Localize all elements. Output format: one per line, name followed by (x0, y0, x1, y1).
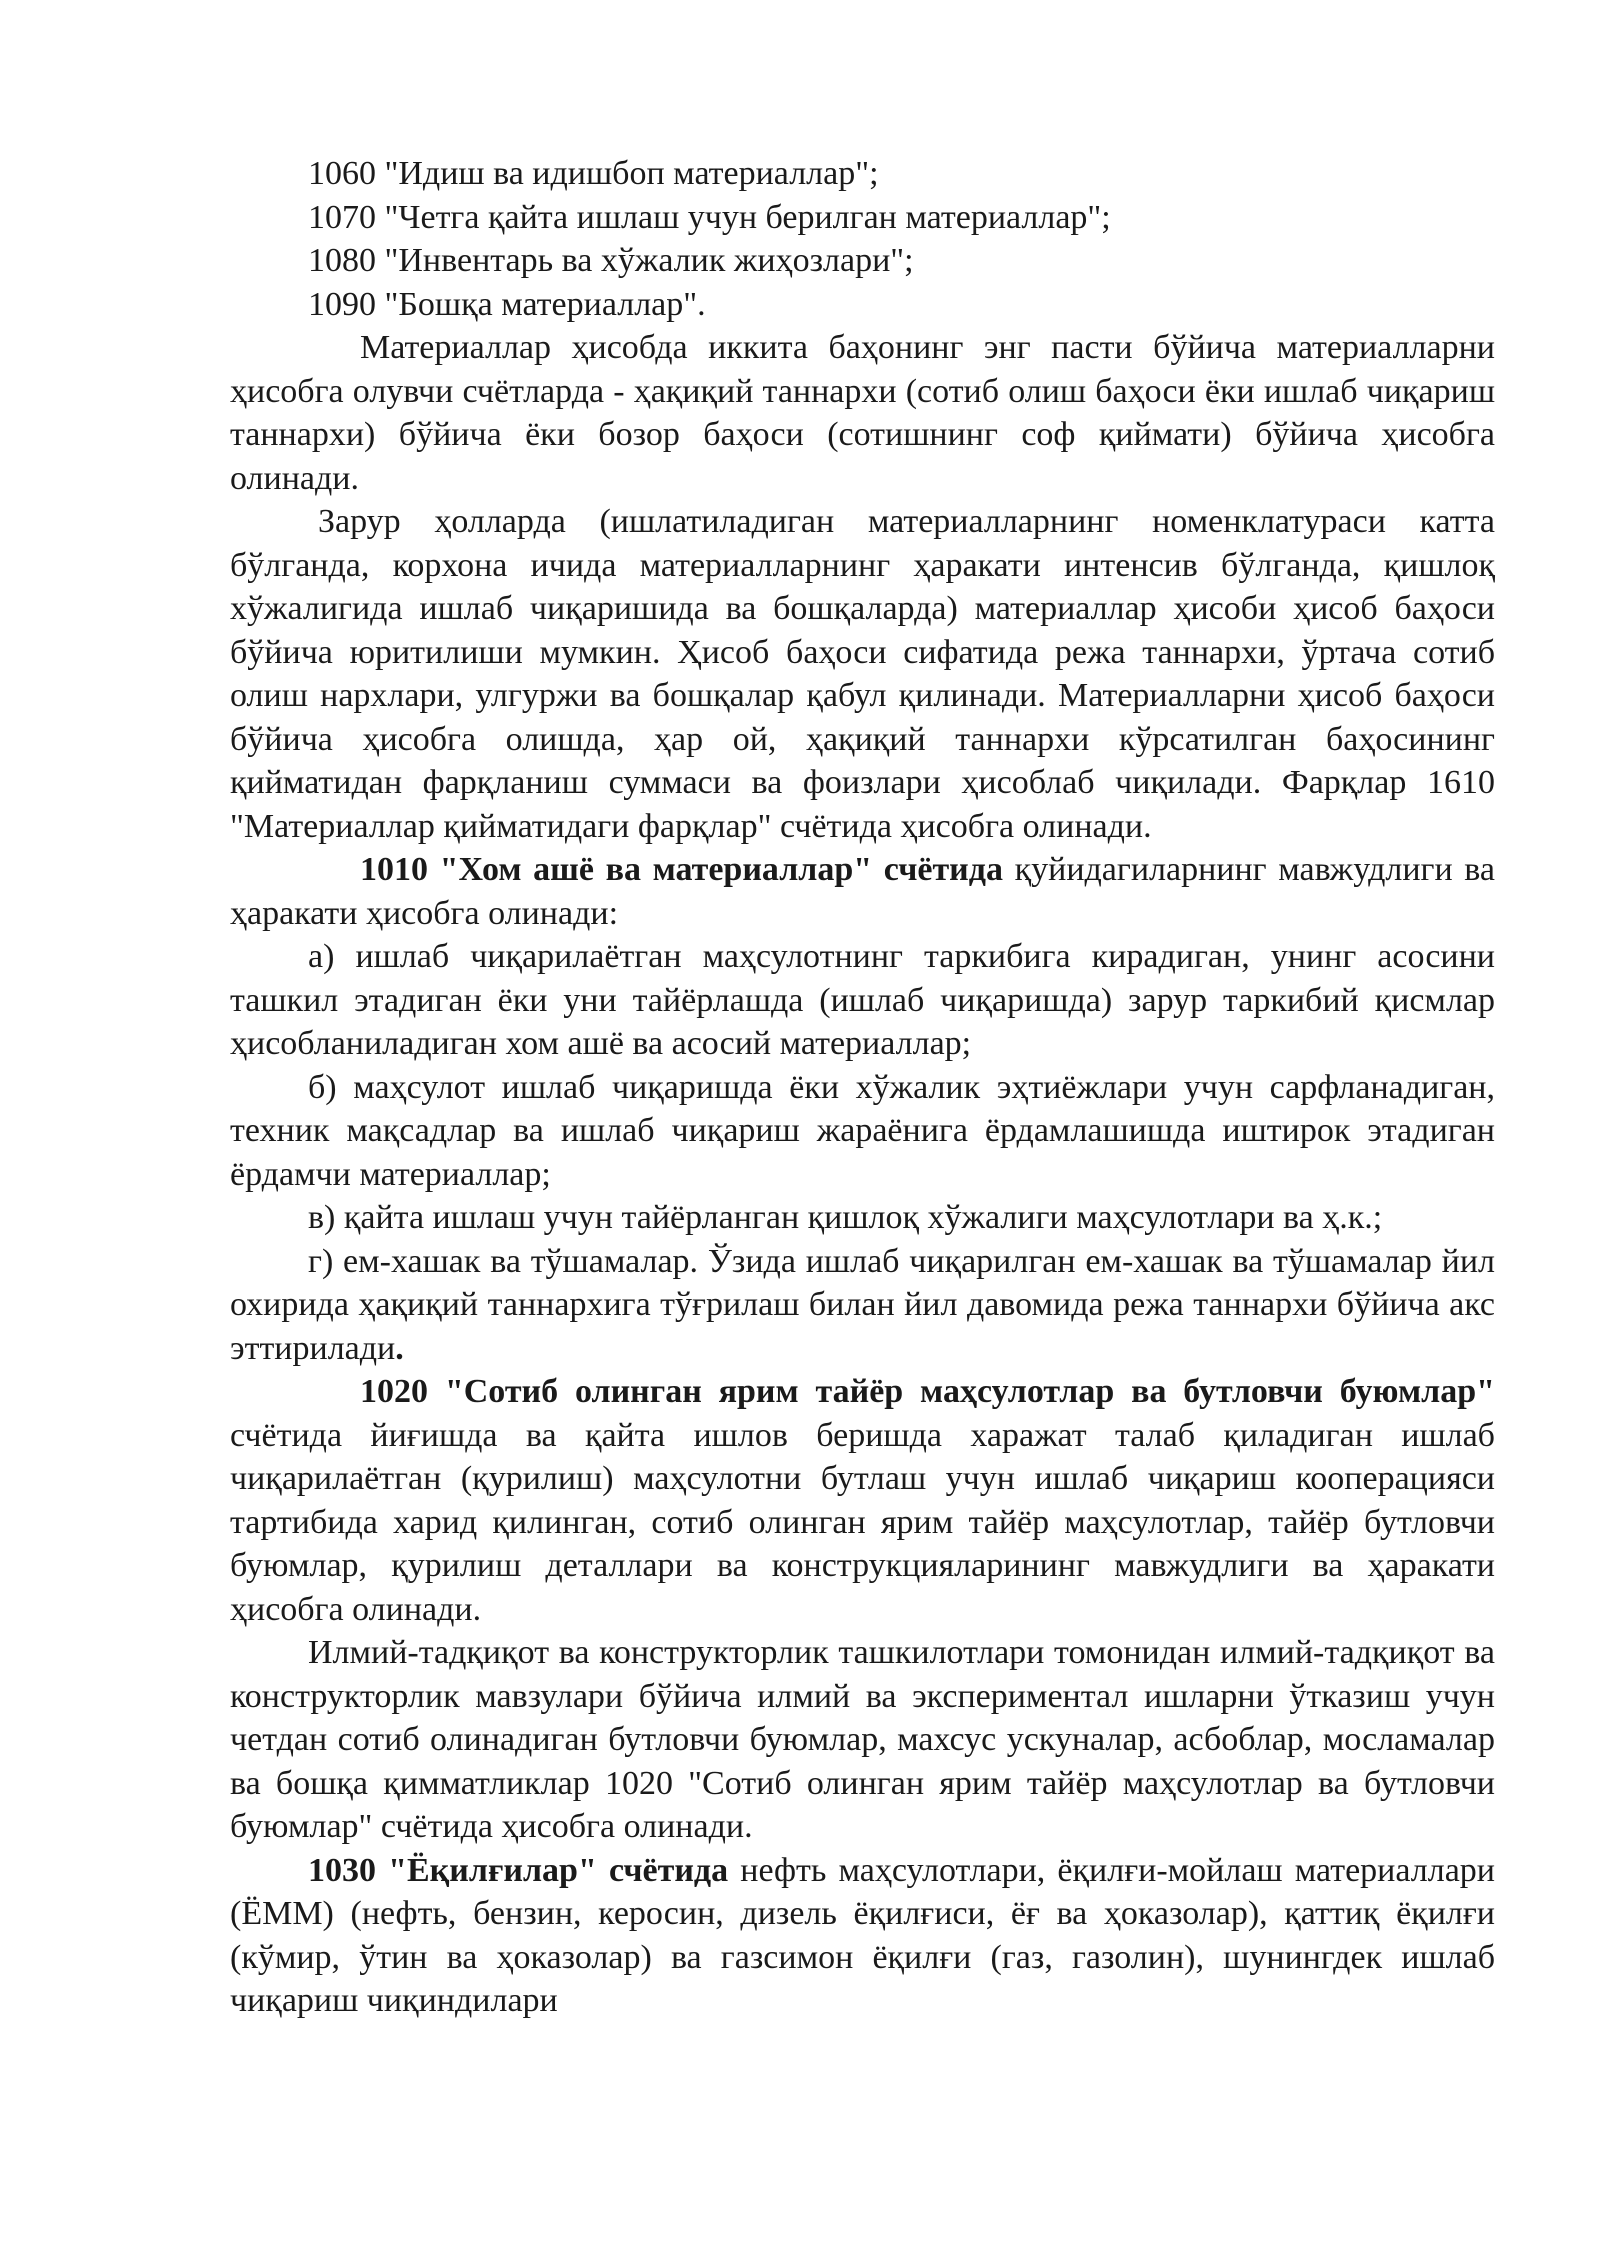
document-page (230, 152, 1495, 2023)
paragraph-research: Илмий-тадқиқот ва конструкторлик ташкилотлари томонидан илмий-тадқиқот ва конструкторлик мавзулари бўйича илмий ва экспериментал ишларни ўтказиш учун четдан сотиб олинадиган бутловчи буюмлар, махсус ускуналар, асбоблар, мосламалар ва бошқа қимматликлар 1020 "Сотиб олинган ярим тайёр маҳсулотлар ва бутловчи буюмлар" счётида ҳисобга олинади. (230, 1634, 1495, 1845)
list-item-a: а) ишлаб чиқарилаётган маҳсулотнинг таркибига кирадиган, унинг асосини ташкил этадиган ёки уни тайёрлашда (ишлаб чиқаришда) зарур таркибий қисмлар ҳисобланиладиган хом ашё ва асосий материаллар; (230, 938, 1495, 1062)
account-1010-heading: 1010 "Хом ашё ва материаллар" счётида (360, 851, 1003, 888)
paragraph-account-1010 (230, 848, 1495, 935)
account-1030-heading: 1030 "Ёқилғилар" счётида (308, 1851, 729, 1889)
account-1020-text: счётида йиғишда ва қайта ишлов беришда харажат талаб қиладиган ишлаб чиқарилаётган (қурилиш) маҳсулотни бутлаш учун ишлаб чиқариш кооперацияси тартибида харид қилинган, сотиб олинган ярим тайёр маҳсулотлар, тайёр бутловчи буюмлар, қурилиш деталлари ва конструкцияларининг мавжудлиги ва ҳаракати ҳисобга олинади. (230, 1416, 1495, 1628)
paragraph-accounting-price: Зарур ҳолларда (ишлатиладиган материалларнинг номенклатураси катта бўлганда, корхона ичида материалларнинг ҳаракати интенсив бўлганда, қишлоқ хўжалигида ишлаб чиқаришида ва бошқаларда) материаллар ҳисоби ҳисоб баҳоси бўйича юритилиши мумкин. Ҳисоб баҳоси сифатида режа таннархи, ўртача сотиб олиш нархлари, улгуржи ва бошқалар қабул қилинади. Материалларни ҳисоб баҳоси бўйича ҳисобга олишда, ҳар ой, ҳақиқий таннархи кўрсатилган баҳосининг қийматидан фарқланиш суммаси ва фоизлари ҳисоблаб чиқилади. Фарқлар 1610 "Материаллар қийматидаги фарқлар" счётида ҳисобга олинади. (230, 503, 1495, 845)
list-item-1080: 1080 "Инвентарь ва хўжалик жиҳозлари"; (308, 242, 914, 279)
list-item-g-end: . (395, 1329, 404, 1367)
account-1010-text: қуйидагиларнинг мавжудлиги ва ҳаракати ҳисобга олинади: (230, 851, 1495, 932)
list-item-1090: 1090 "Бошқа материаллар". (308, 285, 706, 323)
list-item-1070: 1070 "Четга қайта ишлаш учун берилган материаллар"; (308, 198, 1111, 236)
list-item-g-text: г) ем-хашак ва тўшамалар. Ўзида ишлаб чиқарилган ем-хашак ва тўшамалар йил охирида ҳақиқий таннархига тўғрилаш билан йил давомида режа таннархи бўйича акс эттирилади (230, 1242, 1495, 1367)
account-1020-heading: 1020 "Сотиб олинган ярим тайёр маҳсулотлар ва бутловчи буюмлар" (360, 1373, 1495, 1410)
paragraph-valuation: Материаллар ҳисобда иккита баҳонинг энг пасти бўйича материалларни ҳисобга олувчи счётларда - ҳақиқий таннархи (сотиб олиш баҳоси ёки ишлаб чиқариш таннархи) бўйича ёки бозор баҳоси (сотишнинг соф қиймати) бўйича ҳисобга олинади. (230, 329, 1495, 497)
paragraph-account-1020 (230, 1370, 1495, 1631)
list-item-b: б) маҳсулот ишлаб чиқаришда ёки хўжалик эҳтиёжлари учун сарфланадиган, техник мақсадлар ва ишлаб чиқариш жараёнига ёрдамлашишда иштирок этадиган ёрдамчи материаллар; (230, 1068, 1495, 1193)
paragraph-account-1030 (230, 1849, 1495, 2023)
list-item-v: в) қайта ишлаш учун тайёрланган қишлоқ хўжалиги маҳсулотлари ва ҳ.к.; (308, 1199, 1383, 1236)
account-1030-text: нефть маҳсулотлари, ёқилғи-мойлаш материаллари (ЁММ) (нефть, бензин, керосин, дизель ёқилғиси, ёғ ва ҳоказолар), қаттиқ ёқилғи (кўмир, ўтин ва ҳоказолар) ва газсимон ёқилғи (газ, газолин), шунингдек ишлаб чиқариш чиқиндилари (230, 1851, 1495, 2019)
list-item-g (230, 1240, 1495, 1371)
list-item-1060: 1060 "Идиш ва идишбоп материаллар"; (308, 155, 879, 192)
